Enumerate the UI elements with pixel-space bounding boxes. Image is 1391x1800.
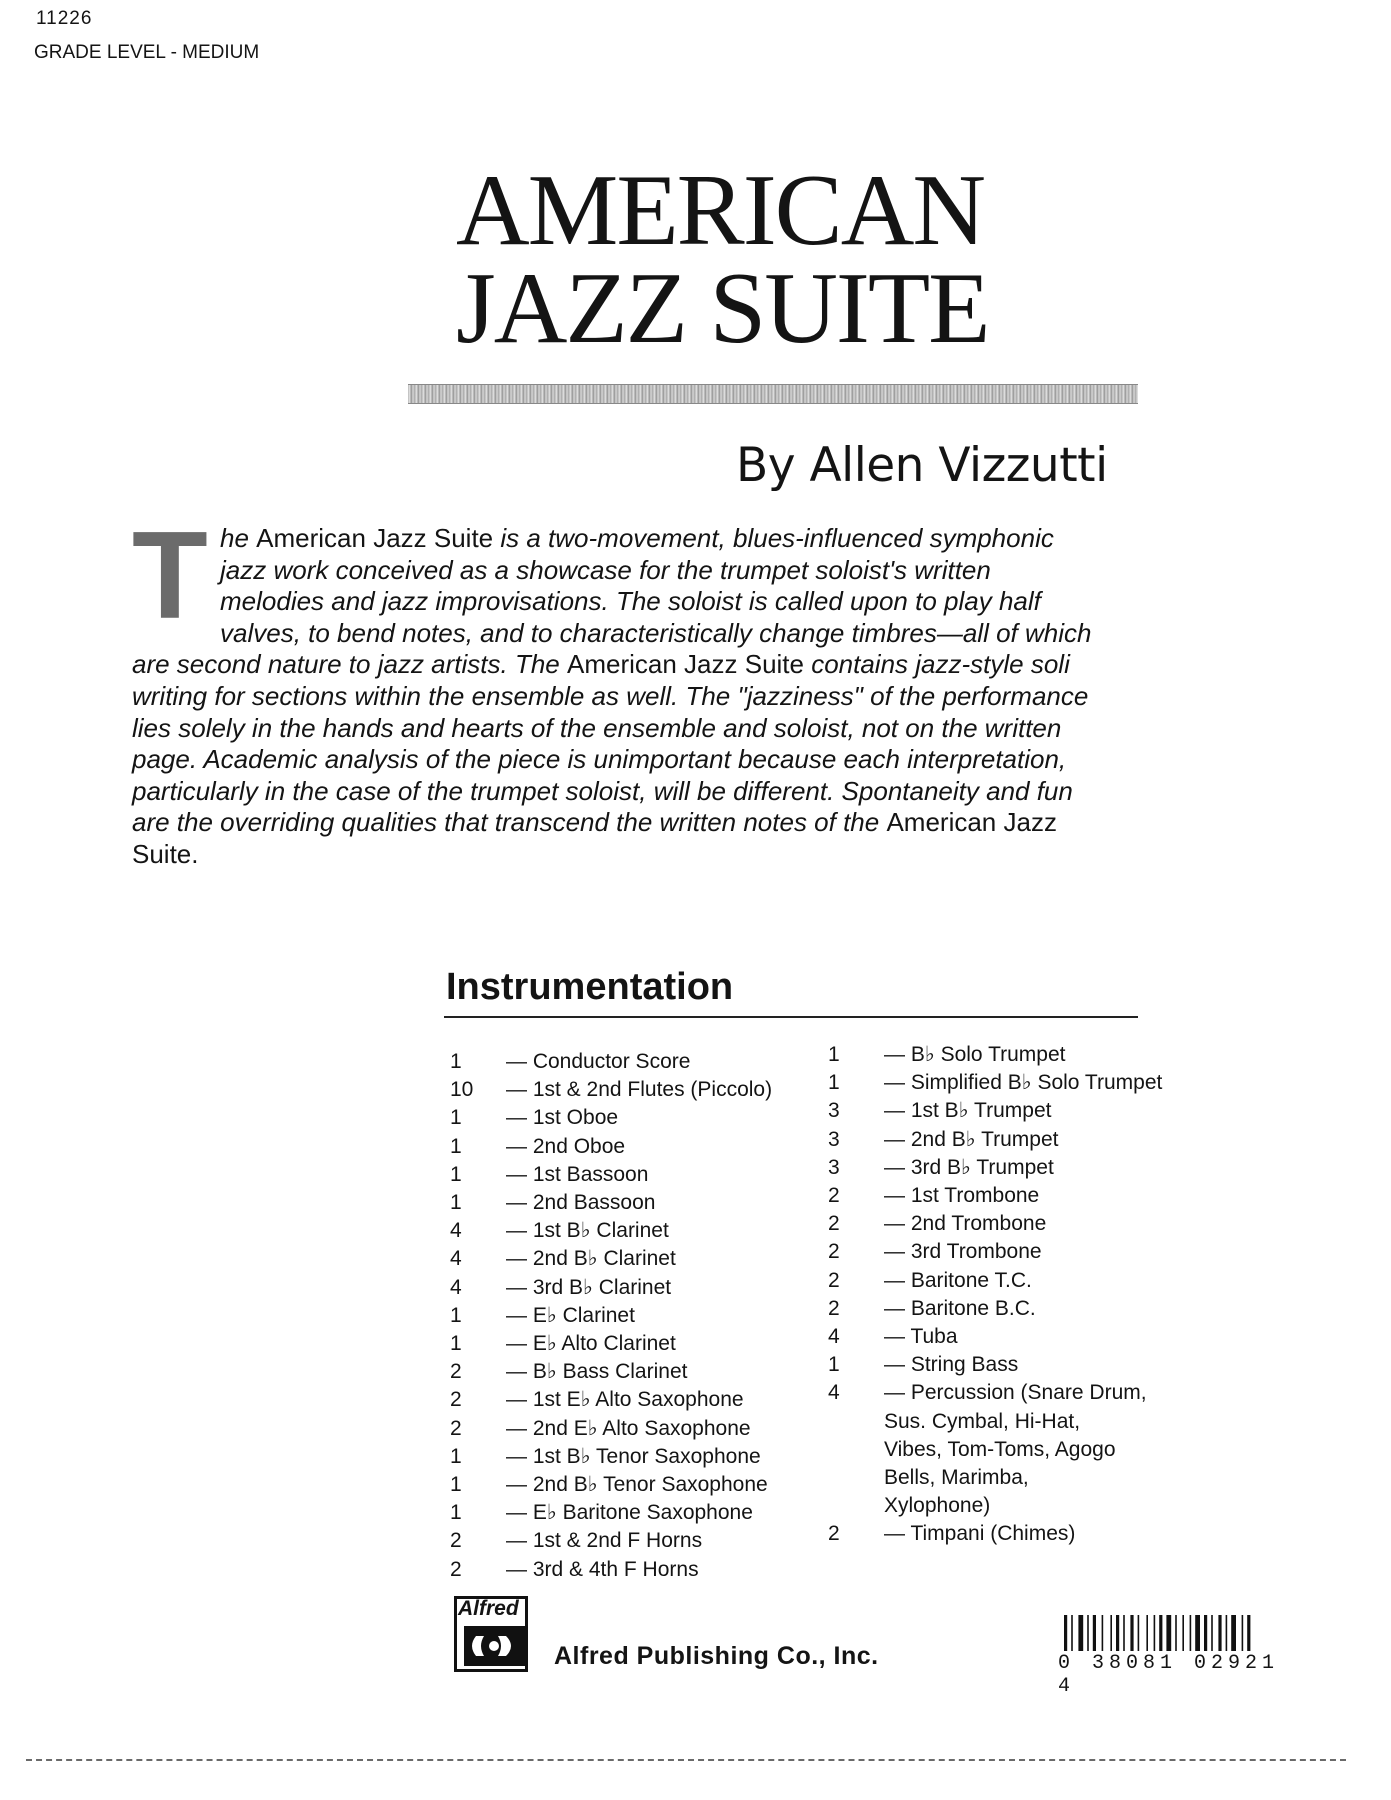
instrument-name: — 1st Bassoon xyxy=(506,1162,649,1186)
instrument-count: 1 xyxy=(450,1303,462,1327)
intro-segment: he xyxy=(220,523,257,553)
intro-segment-title: American Jazz Suite xyxy=(256,523,494,553)
instrument-row xyxy=(828,1351,1162,1379)
instrument-count: 2 xyxy=(828,1212,840,1236)
instrument-count: 1 xyxy=(828,1353,840,1377)
instrument-row xyxy=(450,1330,772,1358)
instrument-count: 1 xyxy=(450,1162,462,1186)
instrument-name: Xylophone) xyxy=(884,1494,991,1518)
instrument-row xyxy=(450,1471,772,1499)
instrument-count: 1 xyxy=(450,1332,462,1356)
instrument-count: 10 xyxy=(450,1078,474,1102)
instrument-row xyxy=(450,1076,772,1104)
instrument-name: — 1st B♭ Tenor Saxophone xyxy=(506,1444,761,1468)
barcode-icon xyxy=(1060,1615,1300,1651)
instrument-count: 1 xyxy=(828,1043,840,1066)
instrument-count: 3 xyxy=(828,1099,840,1123)
instrument-count: 3 xyxy=(828,1127,840,1151)
instrument-name: — 2nd B♭ Trumpet xyxy=(884,1127,1059,1151)
instrument-name: — Baritone T.C. xyxy=(884,1268,1032,1292)
instrument-count: 4 xyxy=(828,1325,840,1349)
instrument-count: 2 xyxy=(828,1268,840,1292)
instrumentation-divider xyxy=(444,1016,1138,1018)
instrument-name: — 3rd B♭ Trumpet xyxy=(884,1155,1054,1179)
instrument-row xyxy=(828,1069,1162,1097)
instrument-name: — 1st & 2nd Flutes (Piccolo) xyxy=(506,1078,773,1102)
instrument-row xyxy=(450,1161,772,1189)
instrument-count: 1 xyxy=(450,1473,462,1497)
instrument-name: — B♭ Solo Trumpet xyxy=(884,1043,1066,1066)
bottom-divider xyxy=(26,1759,1346,1761)
instrument-row xyxy=(828,1041,1162,1069)
instrument-count: 1 xyxy=(450,1134,462,1158)
instrument-row xyxy=(828,1182,1162,1210)
page-title-line-2: JAZZ SUITE xyxy=(456,252,989,365)
instrument-row xyxy=(450,1245,772,1273)
instrument-name: — Simplified B♭ Solo Trumpet xyxy=(884,1071,1163,1095)
intro-paragraph xyxy=(132,507,1092,871)
instrumentation-heading: Instrumentation xyxy=(446,966,734,1008)
instrument-count: 2 xyxy=(450,1360,462,1384)
instrument-count: 2 xyxy=(828,1240,840,1264)
instrument-name: — 1st E♭ Alto Saxophone xyxy=(506,1388,744,1412)
instrument-name: — Percussion (Snare Drum, xyxy=(884,1381,1147,1405)
intro-segment-title: American Jazz Suite. xyxy=(132,807,1057,869)
instrument-count: 2 xyxy=(828,1184,840,1208)
instrument-count: 1 xyxy=(450,1191,462,1215)
publisher-logo-icon xyxy=(462,1624,528,1668)
instrument-name: — 2nd Bassoon xyxy=(506,1191,656,1215)
instrument-count: 1 xyxy=(450,1050,462,1073)
instrument-row xyxy=(828,1379,1162,1407)
instrumentation-left-column xyxy=(450,1048,772,1584)
instrument-count: 4 xyxy=(450,1275,462,1299)
instrument-row xyxy=(450,1358,772,1386)
instrument-name: — 1st Oboe xyxy=(506,1106,619,1130)
instrument-row xyxy=(450,1556,772,1584)
intro-segment-title: American Jazz Suite xyxy=(567,649,804,680)
instrument-row xyxy=(828,1464,1162,1492)
page-title-line-1: AMERICAN xyxy=(456,154,985,267)
instrument-row xyxy=(450,1302,772,1330)
composer-byline: By Allen Vizzutti xyxy=(736,438,1108,493)
instrument-row xyxy=(828,1520,1162,1548)
instrument-row xyxy=(828,1097,1162,1125)
instrument-row xyxy=(450,1274,772,1302)
instrument-count: 4 xyxy=(450,1247,462,1271)
instrument-row xyxy=(828,1126,1162,1154)
instrument-row xyxy=(450,1415,772,1443)
instrument-row xyxy=(828,1323,1162,1351)
instrument-count: 1 xyxy=(450,1106,462,1130)
instrument-count: 2 xyxy=(450,1557,462,1581)
instrument-count: 2 xyxy=(828,1522,840,1546)
instrument-name: — 2nd B♭ Tenor Saxophone xyxy=(506,1473,768,1497)
instrument-count: 4 xyxy=(828,1381,840,1405)
instrument-name: Vibes, Tom-Toms, Agogo xyxy=(884,1437,1116,1461)
instrument-row xyxy=(828,1436,1162,1464)
instrument-row xyxy=(450,1104,772,1132)
instrument-name: — E♭ Clarinet xyxy=(506,1303,635,1327)
instrument-name: — E♭ Baritone Saxophone xyxy=(506,1501,753,1525)
instrument-row xyxy=(450,1386,772,1414)
instrument-name: — 1st & 2nd F Horns xyxy=(506,1529,703,1553)
instrument-row xyxy=(450,1443,772,1471)
instrument-row xyxy=(450,1048,772,1076)
publisher-logo-text: Alfred xyxy=(458,1597,519,1620)
instrument-name: — Timpani (Chimes) xyxy=(884,1522,1076,1546)
instrument-name: — String Bass xyxy=(884,1353,1019,1377)
title-divider xyxy=(408,384,1138,404)
instrument-name: — E♭ Alto Clarinet xyxy=(506,1332,676,1356)
instrument-name: Sus. Cymbal, Hi-Hat, xyxy=(884,1409,1081,1433)
instrument-name: — 2nd E♭ Alto Saxophone xyxy=(506,1416,751,1440)
barcode-digits: 0 38081 02921 4 xyxy=(1058,1652,1280,1698)
instrument-name: — 3rd & 4th F Horns xyxy=(506,1557,699,1581)
drop-cap: T xyxy=(132,507,208,645)
instrument-row xyxy=(828,1210,1162,1238)
instrument-count: 2 xyxy=(828,1296,840,1320)
instrument-name: — 1st Trombone xyxy=(884,1184,1040,1208)
instrumentation-right-column xyxy=(828,1041,1162,1549)
instrument-count: 2 xyxy=(450,1388,462,1412)
instrument-count: 1 xyxy=(450,1444,462,1468)
instrument-count: 1 xyxy=(450,1501,462,1525)
instrument-count: 1 xyxy=(828,1071,840,1095)
intro-segment: is a two-movement, blues-influenced symphonic jazz work conceived as a showcase for the trumpet soloist's written melodies and jazz improvisations. The soloist is called upon to play half valves, to bend notes, and to characteristically change timbres—all of which are second nature to jazz artists. The xyxy=(132,523,1092,680)
instrument-name: — 3rd Trombone xyxy=(884,1240,1042,1264)
instrument-name: — Conductor Score xyxy=(506,1050,691,1073)
catalog-number: 11226 xyxy=(36,8,93,29)
instrument-row xyxy=(828,1295,1162,1323)
intro-segment: contains jazz-style soli writing for sections within the ensemble as well. The "jazziness" of the performance lies solely in the hands and hearts of the ensemble and soloist, not on the written page. Academic analysis of the piece is unimportant because each interpretation, particularly in the case of the trumpet soloist, will be different. Spontaneity and fun are the overriding qualities that transcend the written notes of the xyxy=(132,649,1089,838)
instrument-row xyxy=(828,1492,1162,1520)
instrument-row xyxy=(828,1238,1162,1266)
instrument-row xyxy=(450,1189,772,1217)
instrument-name: — 2nd B♭ Clarinet xyxy=(506,1247,676,1271)
instrument-count: 4 xyxy=(450,1219,462,1243)
instrument-row xyxy=(450,1527,772,1555)
instrument-name: — 1st B♭ Clarinet xyxy=(506,1219,669,1243)
publisher-name: Alfred Publishing Co., Inc. xyxy=(554,1642,879,1670)
grade-level: GRADE LEVEL - MEDIUM xyxy=(34,42,260,63)
instrument-name: — Tuba xyxy=(884,1325,958,1349)
instrument-row xyxy=(450,1217,772,1245)
instrument-row xyxy=(450,1499,772,1527)
instrument-name: — 1st B♭ Trumpet xyxy=(884,1099,1052,1123)
instrument-name: Bells, Marimba, xyxy=(884,1466,1029,1490)
instrument-name: — 2nd Trombone xyxy=(884,1212,1047,1236)
instrument-row xyxy=(828,1408,1162,1436)
instrument-count: 2 xyxy=(450,1529,462,1553)
instrument-name: — 3rd B♭ Clarinet xyxy=(506,1275,672,1299)
instrument-name: — B♭ Bass Clarinet xyxy=(506,1360,688,1384)
instrument-row xyxy=(828,1267,1162,1295)
instrument-count: 3 xyxy=(828,1155,840,1179)
instrument-count: 2 xyxy=(450,1416,462,1440)
instrument-row xyxy=(450,1133,772,1161)
instrument-name: — Baritone B.C. xyxy=(884,1296,1036,1320)
instrument-row xyxy=(828,1154,1162,1182)
instrument-name: — 2nd Oboe xyxy=(506,1134,626,1158)
